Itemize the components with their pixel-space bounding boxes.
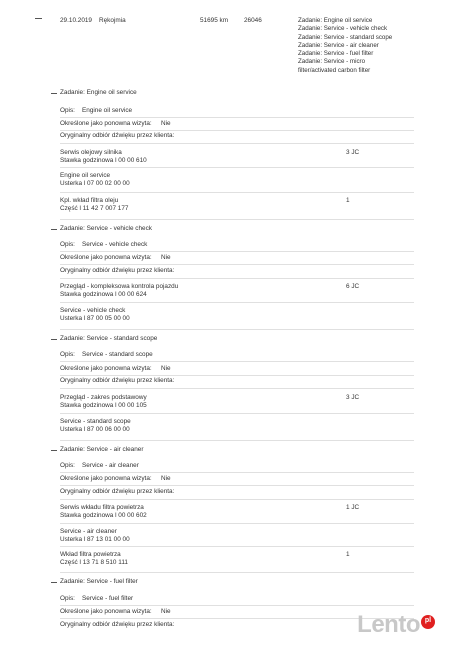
divider bbox=[60, 388, 414, 389]
divider bbox=[60, 143, 414, 144]
line-item bbox=[60, 528, 130, 543]
line-item-qty: 1 bbox=[346, 551, 350, 558]
visit-mileage: 51695 km bbox=[200, 17, 229, 24]
line-item-name: Serwis olejowy silnika bbox=[60, 149, 122, 156]
line-item-name: Engine oil service bbox=[60, 172, 111, 179]
line-item bbox=[60, 418, 131, 433]
divider bbox=[60, 130, 414, 131]
line-item-qty: 1 JC bbox=[346, 504, 360, 511]
opis-value: Service - fuel filter bbox=[82, 595, 134, 602]
divider bbox=[60, 117, 414, 118]
section-collapse-icon[interactable] bbox=[51, 229, 57, 230]
task-list-item: Zadanie: Service - standard scope bbox=[298, 33, 393, 41]
divider bbox=[60, 167, 414, 168]
line-item bbox=[60, 394, 147, 409]
line-item bbox=[60, 504, 147, 519]
line-item-code: Usterka l 87 13 01 00 00 bbox=[60, 535, 130, 543]
line-item-code: Część l 13 71 8 510 111 bbox=[60, 558, 128, 566]
repeat-visit-label: Określone jako ponowna wizyta: bbox=[60, 120, 152, 127]
divider bbox=[60, 523, 414, 524]
line-item-code: Część l 11 42 7 007 177 bbox=[60, 204, 129, 212]
task-list-item: Zadanie: Service - fuel filter bbox=[298, 50, 374, 58]
divider bbox=[60, 485, 414, 486]
divider bbox=[60, 546, 414, 547]
header-collapse-icon[interactable] bbox=[35, 18, 42, 19]
repeat-visit-value: Nie bbox=[161, 365, 171, 372]
repeat-visit-value: Nie bbox=[161, 608, 171, 615]
divider bbox=[60, 302, 414, 303]
section-title: Zadanie: Service - vehicle check bbox=[60, 225, 152, 232]
opis-label: Opis: bbox=[60, 462, 75, 469]
task-list-item: filter/activated carbon filter bbox=[298, 66, 371, 74]
repeat-visit-value: Nie bbox=[161, 254, 171, 261]
divider bbox=[60, 251, 414, 252]
opis-label: Opis: bbox=[60, 351, 75, 358]
visit-date: 29.10.2019 bbox=[60, 17, 92, 24]
line-item bbox=[60, 307, 130, 322]
visit-type: Rękojmia bbox=[99, 17, 126, 24]
opis-value: Service - standard scope bbox=[82, 351, 153, 358]
line-item-code: Stawka godzinowa l 00 00 105 bbox=[60, 401, 147, 409]
divider bbox=[60, 440, 414, 441]
line-item bbox=[60, 551, 128, 566]
opis-value: Engine oil service bbox=[82, 107, 133, 114]
line-item-qty: 6 JC bbox=[346, 283, 360, 290]
visit-task-list bbox=[298, 17, 392, 75]
line-item-code: Stawka godzinowa l 00 00 624 bbox=[60, 290, 147, 298]
line-item-name: Wkład filtra powietrza bbox=[60, 551, 121, 558]
line-item-qty: 3 JC bbox=[346, 394, 360, 401]
line-item-name: Service - air cleaner bbox=[60, 528, 117, 535]
repeat-visit-label: Określone jako ponowna wizyta: bbox=[60, 475, 152, 482]
line-item-code: Usterka l 87 00 06 00 00 bbox=[60, 425, 130, 433]
line-item bbox=[60, 283, 178, 298]
divider bbox=[60, 278, 414, 279]
section-title: Zadanie: Service - standard scope bbox=[60, 335, 158, 342]
divider bbox=[60, 361, 414, 362]
divider bbox=[60, 264, 414, 265]
task-list-item: Zadanie: Service - micro bbox=[298, 58, 366, 66]
line-item-code: Usterka l 87 00 05 00 00 bbox=[60, 314, 130, 322]
line-item-code: Stawka godzinowa l 00 00 610 bbox=[60, 156, 147, 164]
original-complaint-label: Oryginalny odbiór dźwięku przez klienta: bbox=[60, 132, 175, 139]
divider bbox=[60, 605, 414, 606]
section-collapse-icon[interactable] bbox=[51, 93, 57, 94]
line-item-name: Przegląd - zakres podstawowy bbox=[60, 394, 147, 401]
repeat-visit-label: Określone jako ponowna wizyta: bbox=[60, 254, 152, 261]
watermark-badge: pl bbox=[421, 615, 435, 629]
divider bbox=[60, 375, 414, 376]
line-item bbox=[60, 172, 130, 187]
line-item-code: Usterka l 07 00 02 00 00 bbox=[60, 179, 130, 187]
line-item-code: Stawka godzinowa l 00 00 602 bbox=[60, 511, 147, 519]
divider bbox=[60, 413, 414, 414]
task-list-item: Zadanie: Service - vehicle check bbox=[298, 25, 388, 33]
original-complaint-label: Oryginalny odbiór dźwięku przez klienta: bbox=[60, 488, 175, 495]
opis-label: Opis: bbox=[60, 241, 75, 248]
line-item-name: Serwis wkładu filtra powietrza bbox=[60, 504, 144, 511]
section-title: Zadanie: Service - fuel filter bbox=[60, 578, 138, 585]
repeat-visit-label: Określone jako ponowna wizyta: bbox=[60, 365, 152, 372]
section-title: Zadanie: Service - air cleaner bbox=[60, 446, 144, 453]
section-collapse-icon[interactable] bbox=[51, 339, 57, 340]
opis-label: Opis: bbox=[60, 595, 75, 602]
repeat-visit-label: Określone jako ponowna wizyta: bbox=[60, 608, 152, 615]
visit-code: 26046 bbox=[244, 17, 262, 24]
line-item-name: Kpl. wkład filtra oleju bbox=[60, 197, 119, 204]
divider bbox=[60, 572, 414, 573]
divider bbox=[60, 192, 414, 193]
opis-value: Service - vehicle check bbox=[82, 241, 148, 248]
repeat-visit-value: Nie bbox=[161, 475, 171, 482]
line-item-name: Przegląd - kompleksowa kontrola pojazdu bbox=[60, 283, 179, 290]
line-item-name: Service - standard scope bbox=[60, 418, 131, 425]
section-collapse-icon[interactable] bbox=[51, 450, 57, 451]
original-complaint-label: Oryginalny odbiór dźwięku przez klienta: bbox=[60, 377, 175, 384]
task-list-item: Zadanie: Engine oil service bbox=[298, 17, 373, 24]
opis-label: Opis: bbox=[60, 107, 75, 114]
line-item bbox=[60, 197, 128, 212]
lento-watermark bbox=[357, 611, 435, 640]
repeat-visit-value: Nie bbox=[161, 120, 171, 127]
line-item-qty: 1 bbox=[346, 197, 350, 204]
opis-value: Service - air cleaner bbox=[82, 462, 139, 469]
line-item-name: Service - vehicle check bbox=[60, 307, 126, 314]
original-complaint-label: Oryginalny odbiór dźwięku przez klienta: bbox=[60, 621, 175, 628]
divider bbox=[60, 499, 414, 500]
divider bbox=[60, 329, 414, 330]
line-item bbox=[60, 149, 147, 164]
task-list-item: Zadanie: Service - air cleaner bbox=[298, 41, 379, 49]
original-complaint-label: Oryginalny odbiór dźwięku przez klienta: bbox=[60, 267, 175, 274]
divider bbox=[60, 219, 414, 220]
section-collapse-icon[interactable] bbox=[51, 582, 57, 583]
watermark-text: Lento bbox=[357, 611, 420, 639]
line-item-qty: 3 JC bbox=[346, 149, 360, 156]
divider bbox=[60, 472, 414, 473]
section-title: Zadanie: Engine oil service bbox=[60, 89, 137, 96]
